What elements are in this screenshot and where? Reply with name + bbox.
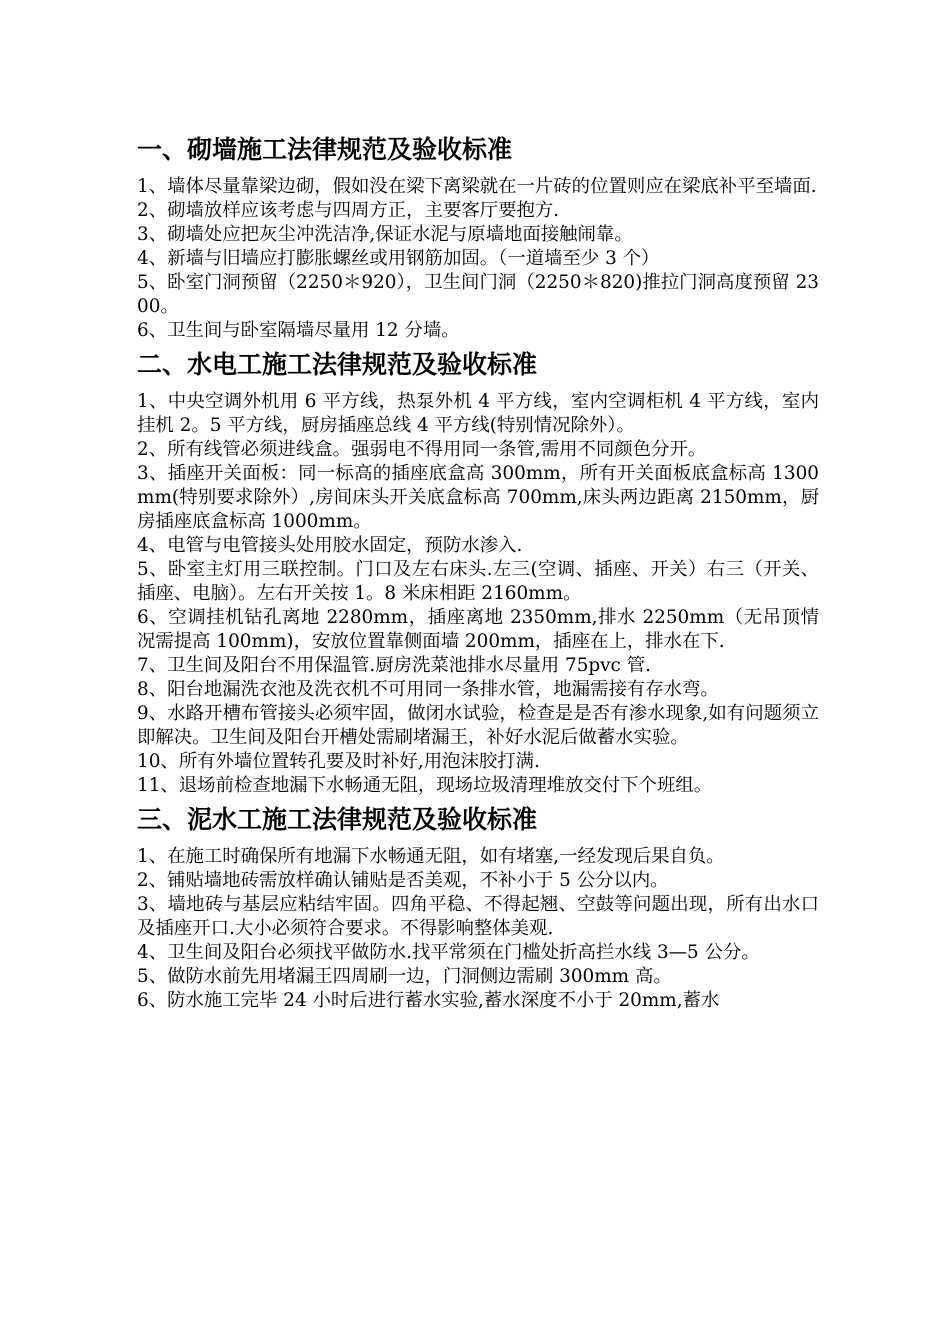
list-item: 7、卫生间及阳台不用保温管.厨房洗菜池排水尽量用 75pvc 管.	[137, 655, 651, 676]
section-body-plumbing-electrical	[137, 390, 819, 798]
list-item: 6、空调挂机钻孔离地 2280mm，插座离地 2350mm,排水 2250mm（无吊顶情况需提高 100mm)，安放位置靠侧面墙 200mm，插座在上，排水在下.	[137, 607, 819, 652]
list-item: 6、防水施工完毕 24 小时后进行蓄水实验,蓄水深度不小于 20mm,蓄水	[137, 990, 720, 1011]
list-item: 5、卧室门洞预留（2250＊920），卫生间门洞（2250＊820)推拉门洞高度预留 2300。	[137, 272, 819, 317]
list-item: 3、插座开关面板：同一标高的插座底盒高 300mm，所有开关面板底盒标高 1300mm(特别要求除外）,房间床头开关底盒标高 700mm,床头两边距离 2150mm，厨房插座底盒标高 1000mm。	[137, 463, 819, 532]
list-item: 4、新墙与旧墙应打膨胀螺丝或用钢筋加固。（一道墙至少 3 个）	[137, 248, 660, 269]
list-item: 11、退场前检查地漏下水畅通无阻，现场垃圾清理堆放交付下个班组。	[137, 775, 713, 796]
list-item: 2、所有线管必须进线盒。强弱电不得用同一条管,需用不同颜色分开。	[137, 439, 707, 460]
section-title-plumbing-electrical: 二、水电工施工法律规范及验收标准	[137, 350, 538, 379]
list-item: 3、墙地砖与基层应粘结牢固。四角平稳、不得起翘、空鼓等问题出现，所有出水口及插座开口.大小必须符合要求。不得影响整体美观.	[137, 894, 819, 939]
list-item: 2、铺贴墙地砖需放样确认铺贴是否美观，不补小于 5 公分以内。	[137, 870, 669, 891]
list-item: 4、卫生间及阳台必须找平做防水.找平常须在门槛处折高拦水线 3—5 公分。	[137, 942, 760, 963]
section-body-masonry	[137, 175, 819, 343]
list-item: 4、电管与电管接头处用胶水固定，预防水渗入.	[137, 535, 523, 556]
list-item: 1、中央空调外机用 6 平方线，热泵外机 4 平方线，室内空调柜机 4 平方线，室内挂机 2。5 平方线，厨房插座总线 4 平方线(特别情况除外）。	[137, 391, 819, 436]
list-item: 3、砌墙处应把灰尘冲洗洁净,保证水泥与原墙地面接触闹靠。	[137, 224, 633, 245]
list-item: 9、水路开槽布管接头必须牢固，做闭水试验，检查是是否有渗水现象,如有问题须立即解决。卫生间及阳台开槽处需刷堵漏王，补好水泥后做蓄水实验。	[137, 703, 819, 748]
list-item: 8、阳台地漏洗衣池及洗衣机不可用同一条排水管，地漏需接有存水弯。	[137, 679, 719, 700]
list-item: 5、卧室主灯用三联控制。门口及左右床头.左三(空调、插座、开关）右三（开关、插座、电脑）。左右开关按 1。8 米床相距 2160mm。	[137, 559, 819, 604]
list-item: 1、墙体尽量靠梁边砌，假如没在梁下离梁就在一片砖的位置则应在梁底补平至墙面.	[137, 176, 817, 197]
section-body-tiling	[137, 845, 819, 1013]
list-item: 6、卫生间与卧室隔墙尽量用 12 分墙。	[137, 320, 460, 341]
section-title-tiling: 三、泥水工施工法律规范及验收标准	[137, 805, 538, 834]
list-item: 1、在施工时确保所有地漏下水畅通无阻，如有堵塞,一经发现后果自负。	[137, 846, 725, 867]
document-page	[137, 130, 819, 1015]
section-title-masonry: 一、砌墙施工法律规范及验收标准	[137, 135, 513, 164]
list-item: 2、砌墙放样应该考虑与四周方正，主要客厅要抱方.	[137, 200, 560, 221]
list-item: 10、所有外墙位置转孔要及时补好,用泡沫胶打满.	[137, 751, 540, 772]
list-item: 5、做防水前先用堵漏王四周刷一边，门洞侧边需刷 300mm 高。	[137, 966, 672, 987]
